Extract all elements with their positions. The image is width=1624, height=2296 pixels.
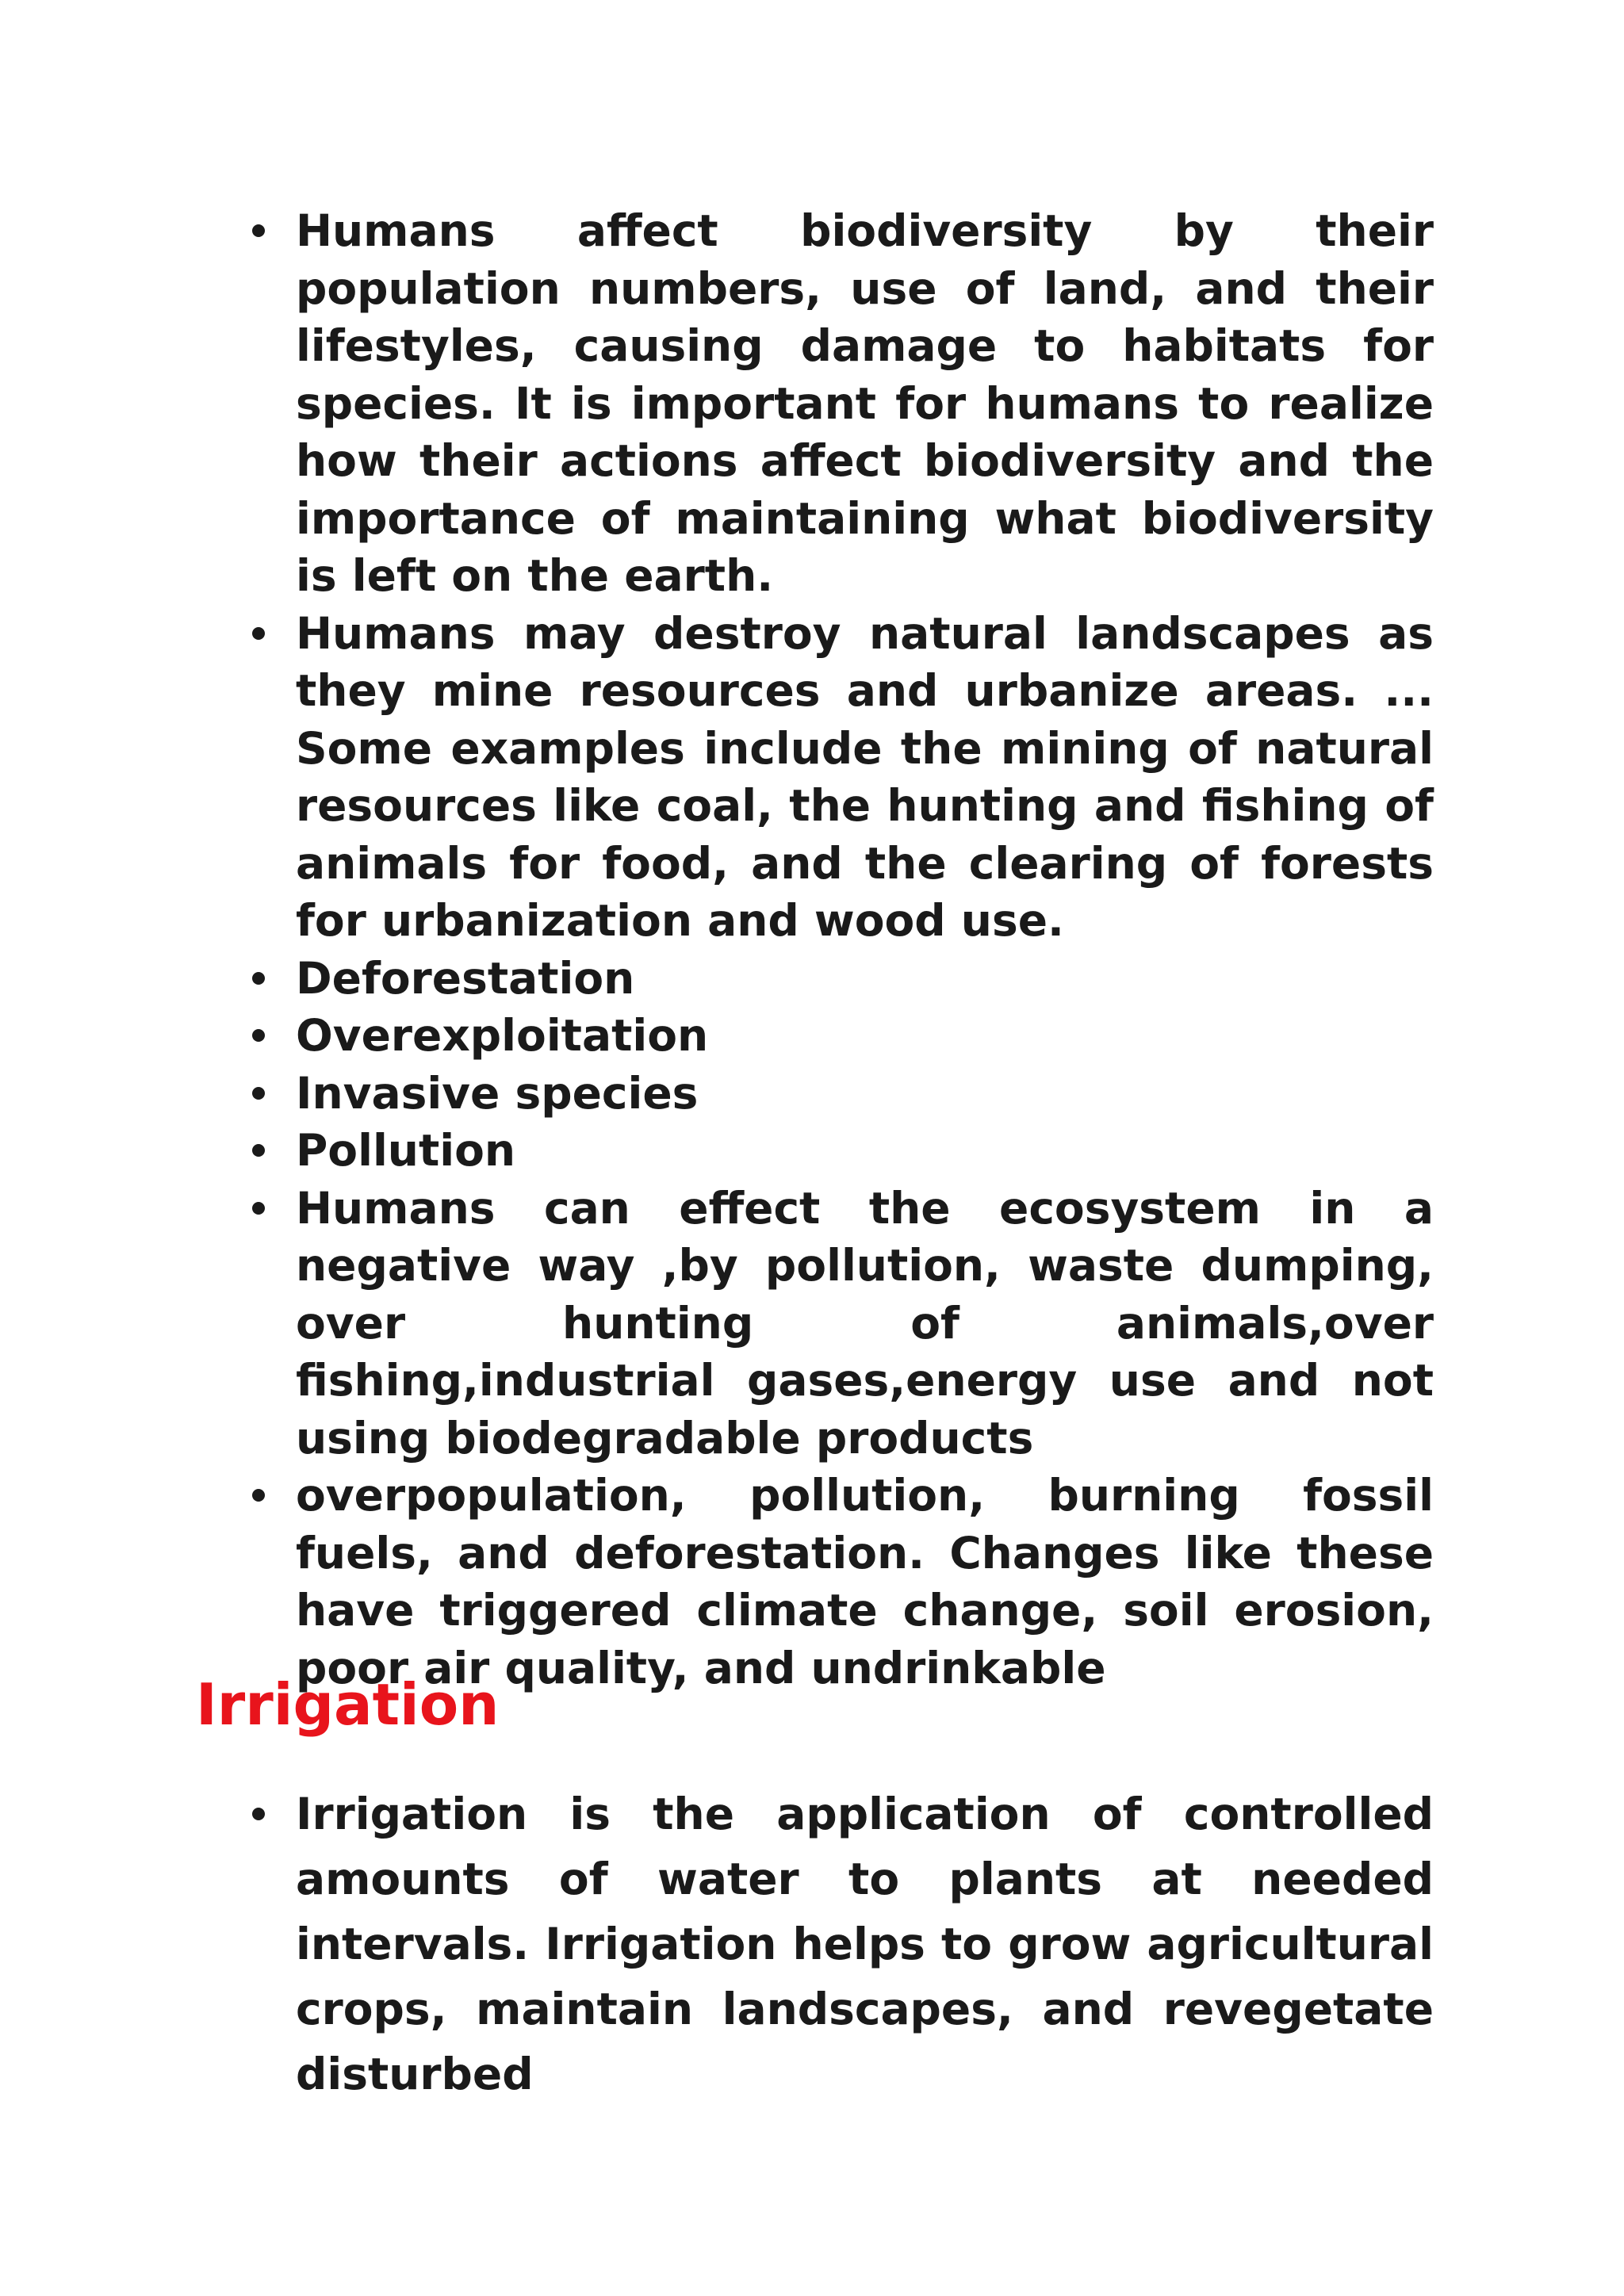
list-item [296, 1122, 1434, 1180]
impact-bullet-list [0, 202, 1624, 1697]
list-item [296, 1467, 1434, 1697]
list-item [296, 1781, 1434, 2107]
bullet-text: Overexploitation [296, 1010, 709, 1061]
bullet-icon [252, 1144, 265, 1157]
bullet-icon [252, 1087, 265, 1100]
list-item [296, 950, 1434, 1008]
bullet-text: Irrigation is the application of controlled amounts of water to plants at needed intervals. Irrigation helps to grow agricultural crops, maintain landscapes, and revegetate disturbed [296, 1789, 1434, 2099]
bullet-icon [252, 224, 265, 237]
bullet-text: Deforestation [296, 952, 635, 1004]
section-heading: Irrigation [196, 1671, 500, 1738]
bullet-text: Humans can effect the ecosystem in a negative way ,by pollution, waste dumping, over hunting of animals,over fishing,industrial gases,energy use and not using biodegradable products [296, 1182, 1434, 1464]
bullet-icon [252, 972, 265, 985]
bullet-text: Humans may destroy natural landscapes as they mine resources and urbanize areas. ... Some examples include the mining of natural resources like coal, the hunting and fishing of animals for food, and the clearing of forests for urbanization and wood use. [296, 607, 1434, 946]
bullet-text: Humans affect biodiversity by their population numbers, use of land, and their lifestyles, causing damage to habitats for species. It is important for humans to realize how their actions affect biodiversity and the importance of maintaining what biodiversity is left on the earth. [296, 205, 1434, 601]
bullet-text: Invasive species [296, 1067, 699, 1119]
bullet-icon [252, 1202, 265, 1215]
bullet-text: overpopulation, pollution, burning fossil fuels, and deforestation. Changes like these have triggered climate change, soil erosion, poor air quality, and undrinkable [296, 1470, 1434, 1693]
bullet-icon [252, 1489, 265, 1502]
list-item [296, 1065, 1434, 1123]
list-item [296, 1007, 1434, 1065]
bullet-text: Pollution [296, 1125, 516, 1176]
list-item [296, 605, 1434, 950]
list-item [296, 1180, 1434, 1468]
bullet-icon [252, 1808, 265, 1820]
irrigation-bullet-list [0, 1781, 1624, 2107]
bullet-icon [252, 1029, 265, 1042]
bullet-icon [252, 627, 265, 640]
list-item [296, 202, 1434, 605]
